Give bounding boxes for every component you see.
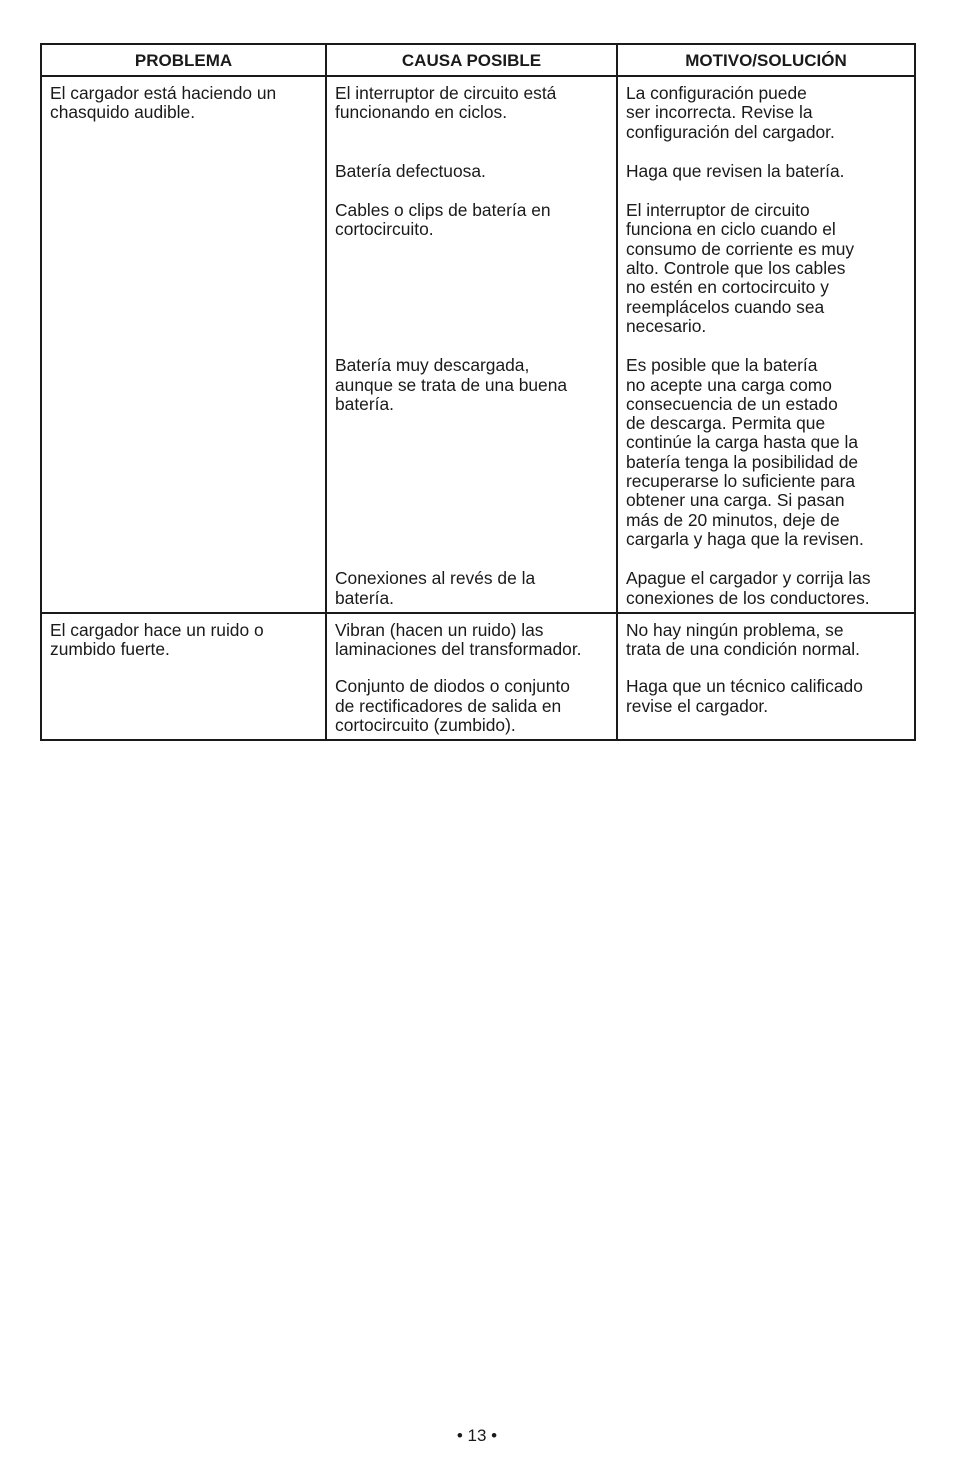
problem-cell bbox=[41, 613, 326, 740]
cause-text-line: Conjunto de diodos o conjunto bbox=[335, 676, 570, 697]
cause-text-line: Cables o clips de batería en bbox=[335, 200, 551, 221]
solution-text-line: El interruptor de circuito bbox=[626, 200, 810, 221]
cause-block bbox=[335, 201, 612, 336]
cause-block bbox=[335, 621, 612, 660]
solution-text-line: Apague el cargador y corrija las bbox=[626, 568, 871, 589]
solution-text-line: no acepte una carga como bbox=[626, 374, 832, 395]
problem-text-line: El cargador hace un ruido o bbox=[50, 619, 264, 640]
solution-block bbox=[626, 162, 910, 181]
solution-text-line: no estén en cortocircuito y bbox=[626, 277, 829, 298]
cause-text-line: cortocircuito. bbox=[335, 219, 434, 240]
solution-text-line: Haga que un técnico calificado bbox=[626, 676, 863, 697]
cause-text-line: laminaciones del transformador. bbox=[335, 639, 582, 660]
solution-text-line: continúe la carga hasta que la bbox=[626, 432, 859, 453]
cause-cell bbox=[326, 613, 617, 740]
problem-text-line: chasquido audible. bbox=[50, 102, 196, 123]
solution-text-line: batería tenga la posibilidad de bbox=[626, 451, 859, 472]
cause-text-line: Vibran (hacen un ruido) las bbox=[335, 619, 544, 640]
troubleshooting-table-container bbox=[40, 43, 914, 741]
cause-text-line: batería. bbox=[335, 393, 394, 414]
cause-text-line: Batería muy descargada, bbox=[335, 355, 530, 376]
cause-block bbox=[335, 677, 612, 735]
solution-text-line: No hay ningún problema, se bbox=[626, 619, 844, 640]
solution-cell bbox=[617, 613, 915, 740]
cause-cell bbox=[326, 76, 617, 613]
solution-text-line: ser incorrecta. Revise la bbox=[626, 102, 813, 123]
solution-text-line: consumo de corriente es muy bbox=[626, 238, 855, 259]
cause-text-line: cortocircuito (zumbido). bbox=[335, 715, 516, 736]
cause-text-line: de rectificadores de salida en bbox=[335, 695, 562, 716]
solution-text-line: obtener una carga. Si pasan bbox=[626, 490, 845, 511]
header-problema: PROBLEMA bbox=[41, 44, 326, 76]
table-row bbox=[41, 613, 915, 740]
table-body bbox=[41, 76, 915, 740]
header-motivo-solucion: MOTIVO/SOLUCIÓN bbox=[617, 44, 915, 76]
table-header-row bbox=[41, 44, 915, 76]
solution-cell bbox=[617, 76, 915, 613]
solution-text-line: más de 20 minutos, deje de bbox=[626, 509, 840, 530]
solution-text-line: funciona en ciclo cuando el bbox=[626, 219, 836, 240]
solution-text-line: Es posible que la batería bbox=[626, 355, 818, 376]
header-causa-posible: CAUSA POSIBLE bbox=[326, 44, 617, 76]
cause-text-line: funcionando en ciclos. bbox=[335, 102, 508, 123]
solution-block bbox=[626, 621, 910, 660]
solution-block bbox=[626, 201, 910, 336]
solution-block bbox=[626, 569, 910, 608]
solution-text-line: de descarga. Permita que bbox=[626, 413, 826, 434]
solution-text-line: reemplácelos cuando sea bbox=[626, 296, 825, 317]
solution-text-line: cargarla y haga que la revisen. bbox=[626, 528, 864, 549]
problem-text-line: El cargador está haciendo un bbox=[50, 83, 277, 103]
cause-text-line: Conexiones al revés de la bbox=[335, 568, 536, 589]
cause-block bbox=[335, 569, 612, 608]
solution-text-line: revise el cargador. bbox=[626, 695, 769, 716]
table-row bbox=[41, 76, 915, 613]
solution-text-line: trata de una condición normal. bbox=[626, 639, 860, 660]
cause-text-line: batería. bbox=[335, 587, 394, 608]
solution-text-line: La configuración puede bbox=[626, 83, 807, 103]
solution-block bbox=[626, 84, 910, 142]
solution-text-line: Haga que revisen la batería. bbox=[626, 160, 845, 181]
solution-text-line: consecuencia de un estado bbox=[626, 393, 838, 414]
cause-text-line: aunque se trata de una buena bbox=[335, 374, 568, 395]
cause-block bbox=[335, 162, 612, 181]
cause-block bbox=[335, 84, 612, 142]
cause-block bbox=[335, 356, 612, 549]
problem-text-line: zumbido fuerte. bbox=[50, 639, 170, 660]
cause-text-line: El interruptor de circuito está bbox=[335, 83, 557, 103]
solution-text-line: necesario. bbox=[626, 315, 707, 336]
solution-block bbox=[626, 356, 910, 549]
solution-block bbox=[626, 677, 910, 735]
solution-text-line: conexiones de los conductores. bbox=[626, 587, 870, 608]
solution-text-line: recuperarse lo suficiente para bbox=[626, 471, 856, 492]
page-number: • 13 • bbox=[456, 1426, 498, 1445]
problem-cell bbox=[41, 76, 326, 613]
solution-text-line: configuración del cargador. bbox=[626, 121, 835, 142]
solution-text-line: alto. Controle que los cables bbox=[626, 258, 846, 279]
troubleshooting-table bbox=[40, 43, 916, 741]
cause-text-line: Batería defectuosa. bbox=[335, 160, 486, 181]
